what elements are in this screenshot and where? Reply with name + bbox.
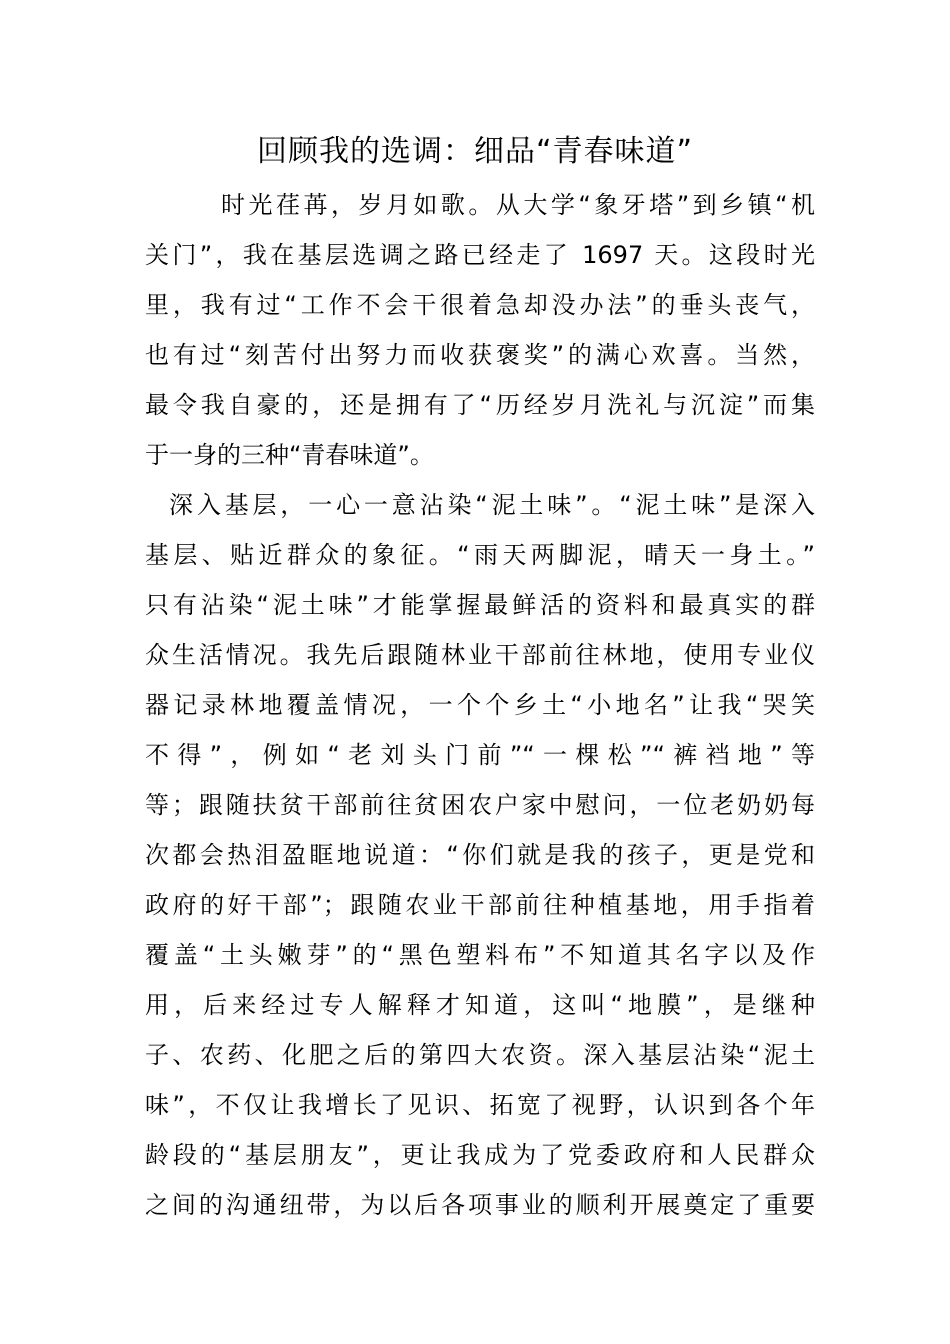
document-title: 回顾我的选调：细品“青春味道”: [256, 134, 694, 169]
paragraph-line: 政府的好干部”；跟随农业干部前往种植基地，用手指着: [145, 891, 815, 919]
paragraph-line: 也有过“刻苦付出努力而收获褒奖”的满心欢喜。当然，: [145, 341, 815, 369]
paragraph-line: 等；跟随扶贫干部前往贫困农户家中慰问，一位老奶奶每: [145, 791, 815, 819]
paragraph-line: 味”，不仅让我增长了见识、拓宽了视野，认识到各个年: [145, 1091, 815, 1119]
paragraph-line: 覆盖“土头嫩芽”的“黑色塑料布”不知道其名字以及作: [145, 941, 815, 969]
document-body: [145, 180, 815, 1230]
paragraph-line: 器记录林地覆盖情况，一个个乡土“小地名”让我“哭笑: [145, 691, 815, 719]
paragraph-line: 子、农药、化肥之后的第四大农资。深入基层沾染“泥土: [145, 1041, 815, 1069]
paragraph-line: 只有沾染“泥土味”才能掌握最鲜活的资料和最真实的群: [145, 591, 815, 619]
paragraph-line: 之间的沟通纽带，为以后各项事业的顺利开展奠定了重要: [145, 1191, 815, 1219]
paragraph-line: 里，我有过“工作不会干很着急却没办法”的垂头丧气，: [145, 291, 815, 319]
paragraph-line: 于一身的三种“青春味道”。: [145, 441, 434, 469]
paragraph-line: 不得”，例如“老刘头门前”“一棵松”“裤裆地”等: [145, 741, 815, 769]
paragraph-line: 深入基层，一心一意沾染“泥土味”。“泥土味”是深入: [169, 491, 815, 519]
paragraph-line: 用，后来经过专人解释才知道，这叫“地膜”，是继种: [145, 991, 815, 1019]
paragraph-line: 众生活情况。我先后跟随林业干部前往林地，使用专业仪: [145, 641, 815, 669]
paragraph-line: 时光荏苒，岁月如歌。从大学“象牙塔”到乡镇“机: [221, 191, 815, 219]
paragraph-line: 次都会热泪盈眶地说道：“你们就是我的孩子，更是党和: [145, 841, 815, 869]
paragraph-line: 基层、贴近群众的象征。“雨天两脚泥，晴天一身土。”: [145, 541, 815, 569]
paragraph-line: 最令我自豪的，还是拥有了“历经岁月洗礼与沉淀”而集: [145, 391, 815, 419]
paragraph-line: 关门”，我在基层选调之路已经走了 1697 天。这段时光: [145, 241, 815, 269]
paragraph-line: 龄段的“基层朋友”，更让我成为了党委政府和人民群众: [145, 1141, 815, 1169]
